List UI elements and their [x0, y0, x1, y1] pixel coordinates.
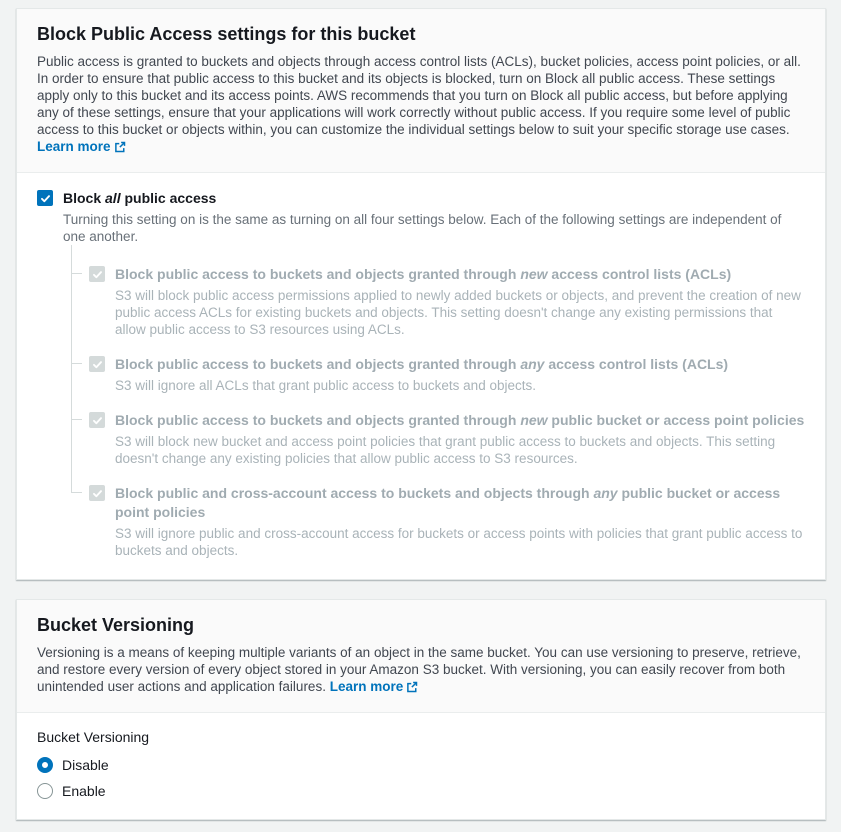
block-public-access-description — [37, 53, 805, 157]
block-all-public-access-description: Turning this setting on is the same as turning on all four settings below. Each of the following settings are independent of one another. — [63, 212, 782, 244]
versioning-option-disable — [37, 757, 805, 773]
block-any-policies-checkbox — [89, 485, 105, 501]
versioning-option-enable — [37, 783, 805, 799]
bucket-versioning-header — [17, 600, 825, 713]
block-new-acls-label: Block public access to buckets and objects granted through new access control lists (ACLs) — [115, 266, 732, 282]
bucket-versioning-body — [17, 713, 825, 819]
bucket-versioning-description — [37, 644, 805, 697]
block-new-acls-checkbox — [89, 266, 105, 282]
block-any-policies-description: S3 will ignore public and cross-account access for buckets or access points with policies that grant public access to buckets and objects. — [115, 526, 803, 558]
disable-radio-label[interactable]: Disable — [62, 757, 109, 773]
checkmark-icon — [40, 193, 51, 204]
learn-more-link[interactable]: Learn more — [37, 139, 126, 154]
block-new-policies-checkbox — [89, 412, 105, 428]
section-title-block-public-access: Block Public Access settings for this bucket — [37, 24, 416, 44]
sub-setting-block-new-policies — [71, 411, 805, 467]
block-new-policies-label: Block public access to buckets and objects granted through new public bucket or access point policies — [115, 412, 805, 428]
bucket-versioning-field-label: Bucket Versioning — [37, 729, 150, 745]
block-public-access-body — [17, 173, 825, 579]
enable-radio-label[interactable]: Enable — [62, 783, 106, 799]
sub-setting-block-any-policies — [71, 484, 805, 559]
block-new-acls-description: S3 will block public access permissions applied to newly added buckets or objects, and prevent the creation of new public access ACLs for existing buckets and objects. This setting doesn't change any existing permissions that allow public access to S3 resources using ACLs. — [115, 288, 801, 337]
block-public-access-header — [17, 9, 825, 173]
block-all-public-access-label[interactable]: Block all public access — [63, 190, 217, 206]
sub-settings-tree — [71, 265, 805, 559]
block-all-public-access-checkbox[interactable] — [37, 190, 53, 206]
sub-setting-block-new-acls — [71, 265, 805, 338]
block-public-access-description-text: Public access is granted to buckets and objects through access control lists (ACLs), bucket policies, access point policies, or all. In order to ensure that public access to this bucket and its objects is blocked, turn on Block all public access. These settings apply only to this bucket and its access points. AWS recommends that you turn on Block all public access, but before applying any of these settings, ensure that your applications will work correctly without public access. If you require some level of public access to this bucket or objects within, you can customize the individual settings below to suit your specific storage use cases. — [37, 54, 801, 137]
checkmark-icon — [92, 359, 103, 370]
block-any-policies-label: Block public and cross-account access to buckets and objects through any public bucket or access point policies — [115, 485, 781, 520]
disable-radio[interactable] — [37, 757, 53, 773]
sub-setting-block-any-acls — [71, 355, 805, 394]
bucket-versioning-card — [16, 599, 826, 820]
checkmark-icon — [92, 415, 103, 426]
checkmark-icon — [92, 269, 103, 280]
block-any-acls-checkbox — [89, 356, 105, 372]
bucket-versioning-description-text: Versioning is a means of keeping multiple variants of an object in the same bucket. You can use versioning to preserve, retrieve, and restore every version of every object stored in your Amazon S3 bucket. With versioning, you can easily recover from both unintended user actions and application failures. — [37, 645, 801, 694]
external-link-icon — [114, 140, 126, 157]
external-link-icon — [406, 680, 418, 697]
block-any-acls-description: S3 will ignore all ACLs that grant public access to buckets and objects. — [115, 378, 536, 393]
block-any-acls-label: Block public access to buckets and objects granted through any access control lists (ACLs) — [115, 356, 729, 372]
enable-radio[interactable] — [37, 783, 53, 799]
section-title-bucket-versioning: Bucket Versioning — [37, 615, 195, 635]
block-new-policies-description: S3 will block new bucket and access point policies that grant public access to buckets and objects. This setting doesn't change any existing policies that allow public access to S3 resources. — [115, 434, 776, 466]
block-public-access-card — [16, 8, 826, 580]
learn-more-link[interactable]: Learn more — [330, 679, 419, 694]
checkmark-icon — [92, 488, 103, 499]
block-all-public-access-row — [37, 189, 805, 559]
